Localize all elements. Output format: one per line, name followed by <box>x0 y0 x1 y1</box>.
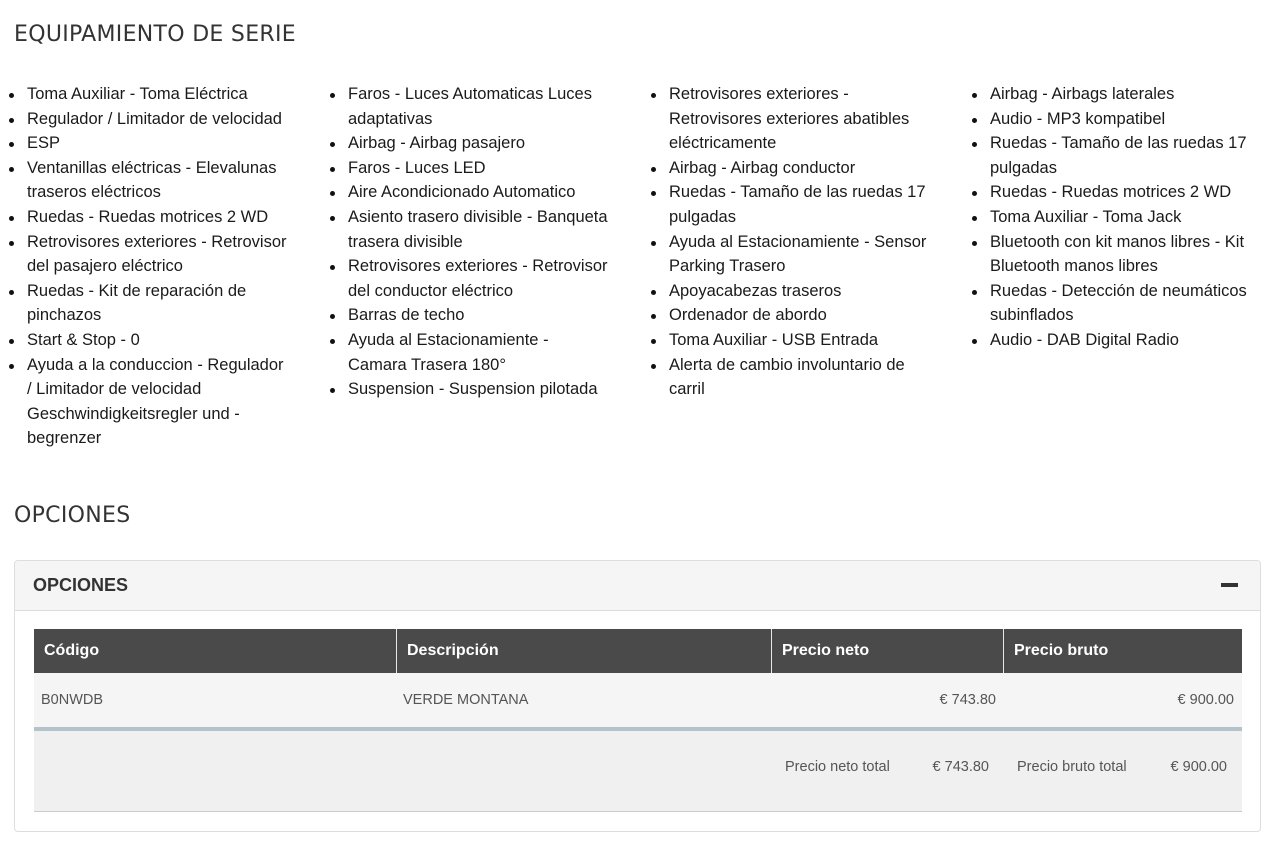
equipamiento-title: EQUIPAMIENTO DE SERIE <box>14 22 296 47</box>
equipamiento-item <box>321 156 611 181</box>
equipamiento-item <box>321 82 611 131</box>
equipamiento-item <box>642 156 932 181</box>
equipamiento-item <box>0 131 290 156</box>
equipamiento-item-label: Bluetooth con kit manos libres - Kit Bluetooth manos libres <box>990 232 1245 276</box>
equipamiento-item-label: Asiento trasero divisible - Banqueta trasera divisible <box>348 207 608 251</box>
cell-precio-neto: € 743.80 <box>939 692 996 708</box>
equipamiento-item-label: Airbag - Airbags laterales <box>990 85 1175 103</box>
bullet-icon <box>9 118 14 123</box>
bullet-icon <box>9 364 14 369</box>
equipamiento-item <box>642 279 932 304</box>
opciones-panel-title: OPCIONES <box>33 575 129 595</box>
equipamiento-column-3 <box>642 82 932 402</box>
equipamiento-item <box>321 328 611 377</box>
header-precio-neto: Precio neto <box>772 629 1004 673</box>
total-bruto-value: € 900.00 <box>1170 759 1227 775</box>
equipamiento-item-label: Ruedas - Tamaño de las ruedas 17 pulgadas <box>990 134 1247 177</box>
cell-codigo: B0NWDB <box>41 692 104 708</box>
equipamiento-item <box>963 230 1253 279</box>
bullet-icon <box>9 216 14 221</box>
header-codigo: Código <box>34 629 397 673</box>
equipamiento-item <box>642 353 932 402</box>
equipamiento-item <box>0 279 290 328</box>
bullet-icon <box>972 118 977 123</box>
bullet-icon <box>972 241 977 246</box>
equipamiento-item-label: Airbag - Airbag pasajero <box>348 134 526 153</box>
equipamiento-item <box>321 205 611 254</box>
bullet-icon <box>972 216 977 221</box>
bullet-icon <box>651 314 656 319</box>
equipamiento-item <box>963 205 1253 230</box>
opciones-panel <box>14 560 1261 832</box>
equipamiento-item-label: Ruedas - Detección de neumáticos subinflados <box>990 281 1247 325</box>
equipamiento-item-label: Faros - Luces Automaticas Luces adaptativas <box>348 85 592 128</box>
bullet-icon <box>651 364 656 369</box>
equipamiento-item-label: Toma Auxiliar - Toma Eléctrica <box>27 85 248 103</box>
equipamiento-item-label: Ruedas - Ruedas motrices 2 WD <box>27 207 269 226</box>
equipamiento-item-label: Retrovisores exteriores - Retrovisores exteriores abatibles eléctricamente <box>669 85 910 153</box>
bullet-icon <box>972 93 977 98</box>
equipamiento-column-2 <box>321 82 611 402</box>
cell-descripcion: VERDE MONTANA <box>403 692 529 708</box>
equipamiento-item-label: Toma Auxiliar - Toma Jack <box>990 207 1182 226</box>
bullet-icon <box>330 167 335 172</box>
equipamiento-item-label: Retrovisores exteriores - Retrovisor del pasajero eléctrico <box>27 232 287 276</box>
equipamiento-item <box>0 156 290 205</box>
equipamiento-item-label: Regulador / Limitador de velocidad <box>27 109 282 128</box>
equipamiento-item <box>321 131 611 156</box>
equipamiento-item-label: Ordenador de abordo <box>669 306 827 325</box>
bullet-icon <box>972 142 977 147</box>
equipamiento-item <box>963 328 1253 353</box>
total-neto-value: € 743.80 <box>932 759 989 775</box>
bullet-icon <box>9 241 14 246</box>
bullet-icon <box>9 290 14 295</box>
equipamiento-item <box>0 353 290 451</box>
equipamiento-item <box>0 107 290 132</box>
opciones-title: OPCIONES <box>14 503 131 528</box>
equipamiento-item <box>642 303 932 328</box>
equipamiento-item-label: Aire Acondicionado Automatico <box>348 183 576 202</box>
total-bruto-label: Precio bruto total <box>1017 759 1127 775</box>
bullet-icon <box>330 191 335 196</box>
equipamiento-item <box>321 254 611 303</box>
equipamiento-item-label: Suspension - Suspension pilotada <box>348 380 598 399</box>
equipamiento-item <box>321 377 611 402</box>
bullet-icon <box>651 93 656 98</box>
equipamiento-column-1 <box>0 82 290 451</box>
equipamiento-item <box>0 82 290 107</box>
total-neto-label: Precio neto total <box>785 759 890 775</box>
equipamiento-item-label: Ayuda al Estacionamiente - Sensor Parking Trasero <box>669 232 927 276</box>
equipamiento-item-label: Audio - DAB Digital Radio <box>990 330 1179 349</box>
equipamiento-item-label: Retrovisores exteriores - Retrovisor del conductor eléctrico <box>348 257 608 300</box>
bullet-icon <box>651 241 656 246</box>
bullet-icon <box>330 265 335 270</box>
equipamiento-item-label: Ruedas - Ruedas motrices 2 WD <box>990 183 1232 202</box>
equipamiento-item-label: Barras de techo <box>348 306 465 325</box>
bullet-icon <box>9 167 14 172</box>
bullet-icon <box>651 167 656 172</box>
equipamiento-item <box>0 205 290 230</box>
equipamiento-item-label: Toma Auxiliar - USB Entrada <box>669 330 879 349</box>
equipamiento-item-label: Ruedas - Tamaño de las ruedas 17 pulgadas <box>669 183 926 226</box>
equipamiento-item-label: Faros - Luces LED <box>348 158 486 177</box>
equipamiento-item <box>642 328 932 353</box>
equipamiento-item-label: Start & Stop - 0 <box>27 330 140 349</box>
bullet-icon <box>330 216 335 221</box>
header-descripcion: Descripción <box>397 629 772 673</box>
bullet-icon <box>330 339 335 344</box>
equipamiento-item <box>642 82 932 156</box>
bullet-icon <box>972 290 977 295</box>
equipamiento-item <box>963 180 1253 205</box>
opciones-panel-header[interactable] <box>15 561 1260 611</box>
equipamiento-item <box>642 180 932 229</box>
equipamiento-item <box>321 180 611 205</box>
bullet-icon <box>9 142 14 147</box>
equipamiento-item-label: Airbag - Airbag conductor <box>669 158 856 177</box>
bullet-icon <box>651 191 656 196</box>
equipamiento-item-label: Ventanillas eléctricas - Elevalunas traseros eléctricos <box>27 158 277 202</box>
equipamiento-item-label: Apoyacabezas traseros <box>669 281 842 300</box>
bullet-icon <box>651 339 656 344</box>
equipamiento-item-label: Ruedas - Kit de reparación de pinchazos <box>27 281 247 325</box>
equipamiento-item <box>963 131 1253 180</box>
bullet-icon <box>330 388 335 393</box>
table-header <box>34 629 1242 673</box>
table-row <box>34 673 1242 727</box>
equipamiento-item <box>0 328 290 353</box>
bullet-icon <box>972 191 977 196</box>
bullet-icon <box>9 93 14 98</box>
table-totals <box>34 731 1242 812</box>
equipamiento-column-4 <box>963 82 1253 353</box>
equipamiento-item-label: Ayuda al Estacionamiente - Camara Trasera 180° <box>348 330 549 374</box>
equipamiento-item-label: Ayuda a la conduccion - Regulador / Limitador de velocidad Geschwindigkeitsregler und -begrenzer <box>27 355 284 448</box>
bullet-icon <box>651 290 656 295</box>
bullet-icon <box>972 339 977 344</box>
equipamiento-item-label: Audio - MP3 kompatibel <box>990 109 1166 128</box>
header-precio-bruto: Precio bruto <box>1014 642 1109 659</box>
equipamiento-item-label: ESP <box>27 134 61 153</box>
equipamiento-item <box>963 107 1253 132</box>
equipamiento-item <box>0 230 290 279</box>
equipamiento-item <box>321 303 611 328</box>
equipamiento-item <box>963 279 1253 328</box>
minus-icon[interactable] <box>1218 573 1242 597</box>
bullet-icon <box>9 339 14 344</box>
bullet-icon <box>330 142 335 147</box>
bullet-icon <box>330 314 335 319</box>
equipamiento-item <box>642 230 932 279</box>
equipamiento-item <box>963 82 1253 107</box>
equipamiento-item-label: Alerta de cambio involuntario de carril <box>669 355 905 399</box>
bullet-icon <box>330 93 335 98</box>
cell-precio-bruto: € 900.00 <box>1177 692 1234 708</box>
